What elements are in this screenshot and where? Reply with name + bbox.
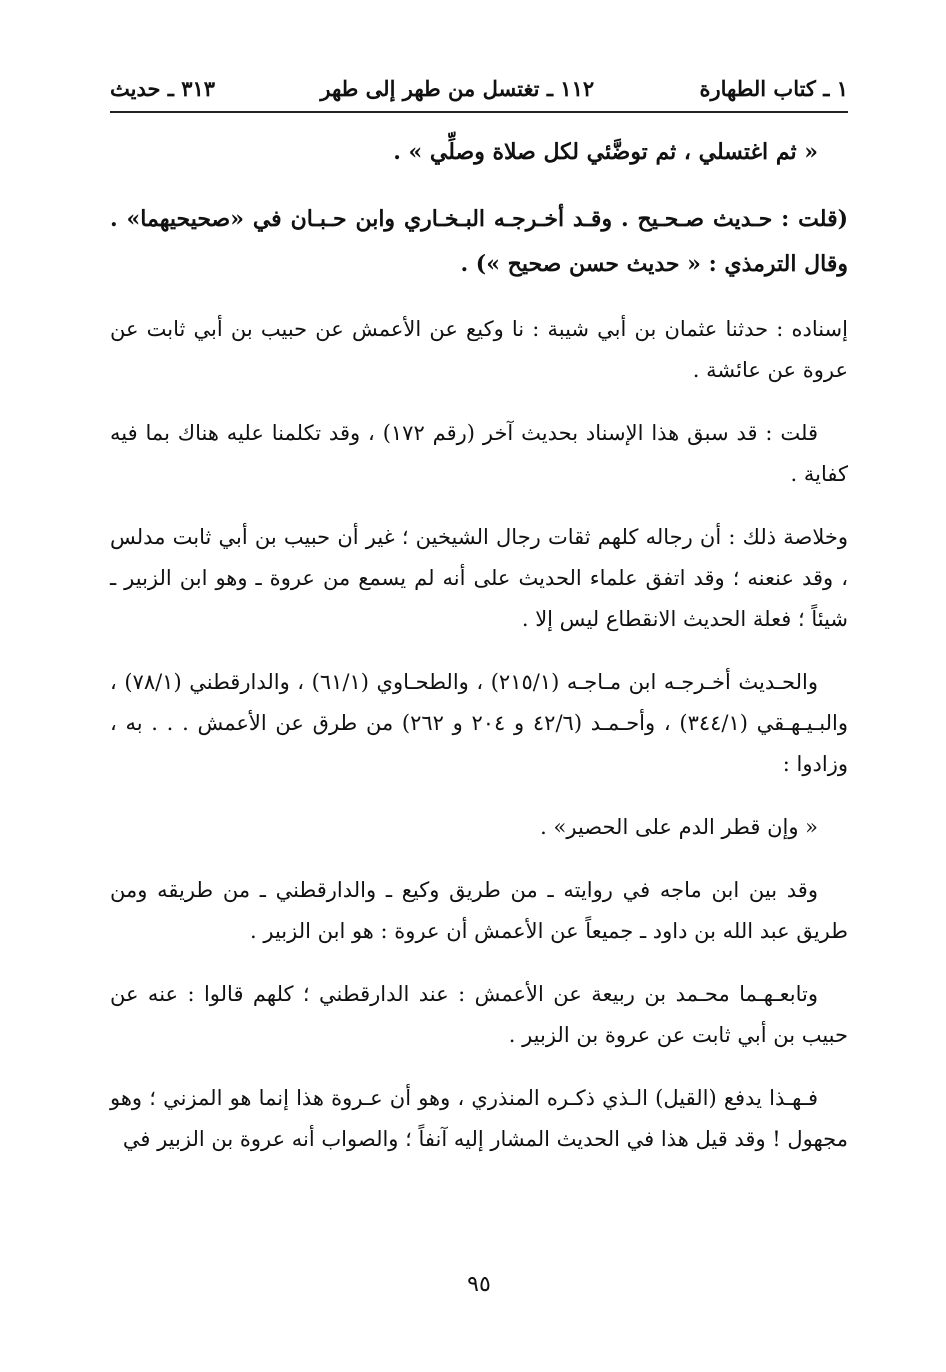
rebuttal-paragraph: فـهـذا يدفع (القيل) الـذي ذكـره المنذري ، وهو أن عـروة هذا إنما هو المزني ؛ وهو مجهول ! وقد قيل هذا في الحديث المشار إليه آنفاً ؛ والصواب أنه عروة بن الزبير في [110, 1086, 848, 1151]
author-verdict: (قلت : حـديث صـحـيح . وقـد أخـرجـه البـخـاري وابن حـبـان في «صحيحيهما» . وقال الترمذي : « حديث حسن صحيح ») . [110, 206, 848, 277]
header-divider [110, 111, 848, 113]
header-section: ١١٢ ـ تغتسل من طهر إلى طهر [320, 75, 595, 101]
isnad-paragraph: إسناده : حدثنا عثمان بن أبي شيبة : نا وكيع عن الأعمش عن حبيب بن أبي ثابت عن عروة عن عائشة . [110, 317, 848, 382]
page-body [110, 130, 848, 1182]
hadith-text: « ثم اغتسلي ، ثم توضَّئي لكل صلاة وصلِّي » . [393, 139, 818, 165]
summary-paragraph: وخلاصة ذلك : أن رجاله كلهم ثقات رجال الشيخين ؛ غير أن حبيب بن أبي ثابت مدلس ، وقد عنعنه ؛ وقد اتفق علماء الحديث على أنه لم يسمع من عروة ـ وهو ابن الزبير ـ شيئاً ؛ فعلة الحديث الانقطاع ليس إلا . [110, 525, 848, 631]
header-chapter: ١ ـ كتاب الطهارة [699, 75, 848, 101]
clarification-paragraph: وقد بين ابن ماجه في روايته ـ من طريق وكيع ـ والدارقطني ـ من طريقه ومن طريق عبد الله بن داود ـ جميعاً عن الأعمش أن عروة : هو ابن الزبير . [110, 878, 848, 943]
addition-quote: « وإن قطر الدم على الحصير» . [540, 815, 818, 839]
running-header [110, 70, 848, 106]
corroboration-paragraph: وتابعـهـما محـمد بن ربيعة عن الأعمش : عند الدارقطني ؛ كلهم قالوا : عنه عن حبيب بن أبي ثابت عن عروة بن الزبير . [110, 982, 848, 1047]
takhrij-paragraph: والحـديث أخـرجـه ابن مـاجـه (٢١٥/١) ، والطحـاوي (٦١/١) ، والدارقطني (٧٨/١) ، والبـيـهـقي (٣٤٤/١) ، وأحـمـد (٤٢/٦ و ٢٠٤ و ٢٦٢) من طرق عن الأعمش . . . به ، وزادوا : [110, 670, 848, 776]
commentary-paragraph: قلت : قد سبق هذا الإسناد بحديث آخر (رقم ١٧٢) ، وقد تكلمنا عليه هناك بما فيه كفاية . [110, 421, 848, 486]
header-hadith-number: ٣١٣ ـ حديث [110, 75, 216, 101]
page-number: ٩٥ [467, 1272, 491, 1297]
book-page [110, 60, 848, 1320]
